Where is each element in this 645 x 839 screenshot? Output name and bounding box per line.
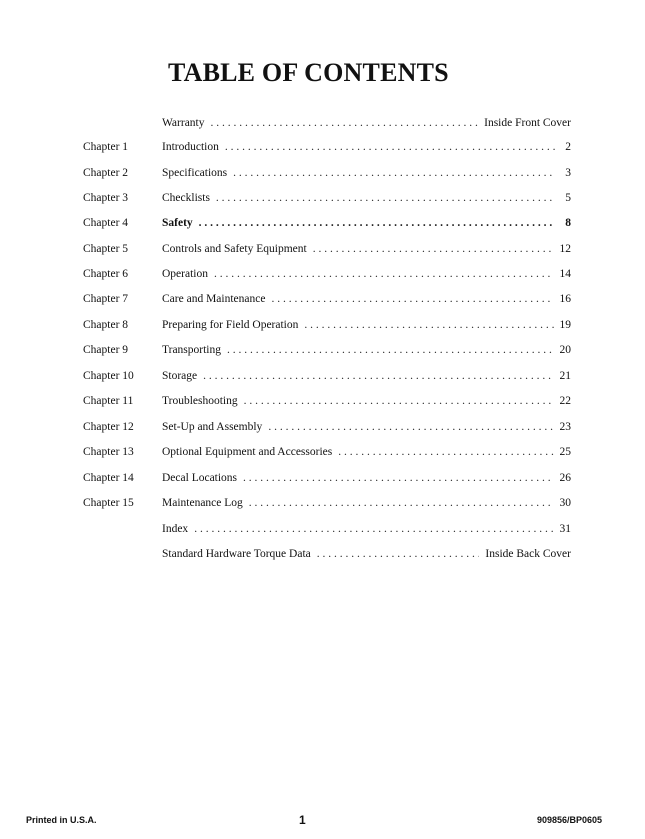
dot-leader — [227, 342, 554, 358]
chapter-number: Chapter 9 — [83, 344, 129, 356]
chapter-number: Chapter 7 — [83, 293, 129, 305]
entry-page: 5 — [565, 192, 571, 204]
toc-entry-preparing — [0, 317, 645, 333]
toc-entry-index — [0, 521, 645, 537]
chapter-number: Chapter 1 — [83, 141, 129, 153]
toc-entry-warranty — [0, 115, 645, 131]
dot-leader — [194, 521, 553, 537]
toc-entry-introduction — [0, 139, 645, 155]
dot-leader — [268, 419, 553, 435]
toc-entry-setup — [0, 419, 645, 435]
entry-page: 16 — [559, 293, 571, 305]
entry-page: 2 — [565, 141, 571, 153]
dot-leader — [249, 495, 554, 511]
chapter-number: Chapter 6 — [83, 268, 129, 280]
entry-label: Introduction — [162, 141, 219, 153]
toc-entry-controls — [0, 241, 645, 257]
dot-leader — [214, 266, 554, 282]
dot-leader — [243, 470, 553, 486]
entry-label: Maintenance Log — [162, 497, 243, 509]
chapter-number: Chapter 13 — [83, 446, 134, 458]
dot-leader — [216, 190, 555, 206]
entry-page: 21 — [559, 370, 571, 382]
chapter-number: Chapter 4 — [83, 217, 129, 229]
footer-doc-code: 909856/BP0605 — [536, 815, 602, 825]
entry-page: 14 — [559, 268, 571, 280]
toc-entry-safety — [0, 215, 645, 231]
entry-label: Decal Locations — [162, 472, 238, 484]
toc-entry-maintenance-log — [0, 495, 645, 511]
entry-label: Safety — [162, 217, 193, 229]
dot-leader — [233, 165, 555, 181]
footer-printed: Printed in U.S.A. — [26, 815, 97, 825]
toc-entry-decal — [0, 470, 645, 486]
entry-label: Storage — [162, 370, 198, 382]
toc-entry-specifications — [0, 165, 645, 181]
dot-leader — [313, 241, 554, 257]
entry-label: Preparing for Field Operation — [162, 319, 299, 331]
toc-entry-care — [0, 291, 645, 307]
chapter-number: Chapter 8 — [83, 319, 129, 331]
entry-page: 23 — [559, 421, 571, 433]
entry-page: 8 — [565, 217, 571, 229]
entry-label: Specifications — [162, 167, 228, 179]
entry-label: Care and Maintenance — [162, 293, 266, 305]
dot-leader — [244, 393, 554, 409]
entry-label: Controls and Safety Equipment — [162, 243, 307, 255]
entry-label: Warranty — [162, 117, 205, 129]
toc-entry-troubleshooting — [0, 393, 645, 409]
toc-entry-checklists — [0, 190, 645, 206]
toc-entry-torque — [0, 546, 645, 562]
entry-page: Inside Back Cover — [485, 548, 571, 560]
entry-page: 3 — [565, 167, 571, 179]
toc-entry-transporting — [0, 342, 645, 358]
entry-page: 19 — [559, 319, 571, 331]
dot-leader — [271, 291, 553, 307]
toc-entry-operation — [0, 266, 645, 282]
chapter-number: Chapter 12 — [83, 421, 134, 433]
entry-page: 30 — [559, 497, 571, 509]
chapter-number: Chapter 2 — [83, 167, 129, 179]
entry-label: Standard Hardware Torque Data — [162, 548, 311, 560]
toc-entry-storage — [0, 368, 645, 384]
entry-label: Operation — [162, 268, 208, 280]
dot-leader — [304, 317, 553, 333]
entry-label: Transporting — [162, 344, 221, 356]
entry-label: Index — [162, 523, 189, 535]
entry-page: 22 — [559, 395, 571, 407]
dot-leader — [317, 546, 480, 562]
dot-leader — [203, 368, 553, 384]
entry-label: Checklists — [162, 192, 210, 204]
entry-label: Set-Up and Assembly — [162, 421, 263, 433]
chapter-number: Chapter 11 — [83, 395, 134, 407]
entry-page: 26 — [559, 472, 571, 484]
chapter-number: Chapter 3 — [83, 192, 129, 204]
chapter-number: Chapter 10 — [83, 370, 134, 382]
entry-page: 12 — [559, 243, 571, 255]
entry-label: Troubleshooting — [162, 395, 238, 407]
footer-page-number: 1 — [299, 813, 306, 827]
toc-entry-optional — [0, 444, 645, 460]
entry-page: 20 — [559, 344, 571, 356]
page-title: TABLE OF CONTENTS — [168, 58, 449, 87]
dot-leader — [211, 115, 479, 131]
entry-page: 31 — [559, 523, 571, 535]
entry-page: 25 — [559, 446, 571, 458]
dot-leader — [225, 139, 555, 155]
dot-leader — [338, 444, 553, 460]
chapter-number: Chapter 14 — [83, 472, 134, 484]
dot-leader — [199, 215, 555, 231]
chapter-number: Chapter 15 — [83, 497, 134, 509]
chapter-number: Chapter 5 — [83, 243, 129, 255]
entry-label: Optional Equipment and Accessories — [162, 446, 333, 458]
entry-page: Inside Front Cover — [484, 117, 571, 129]
